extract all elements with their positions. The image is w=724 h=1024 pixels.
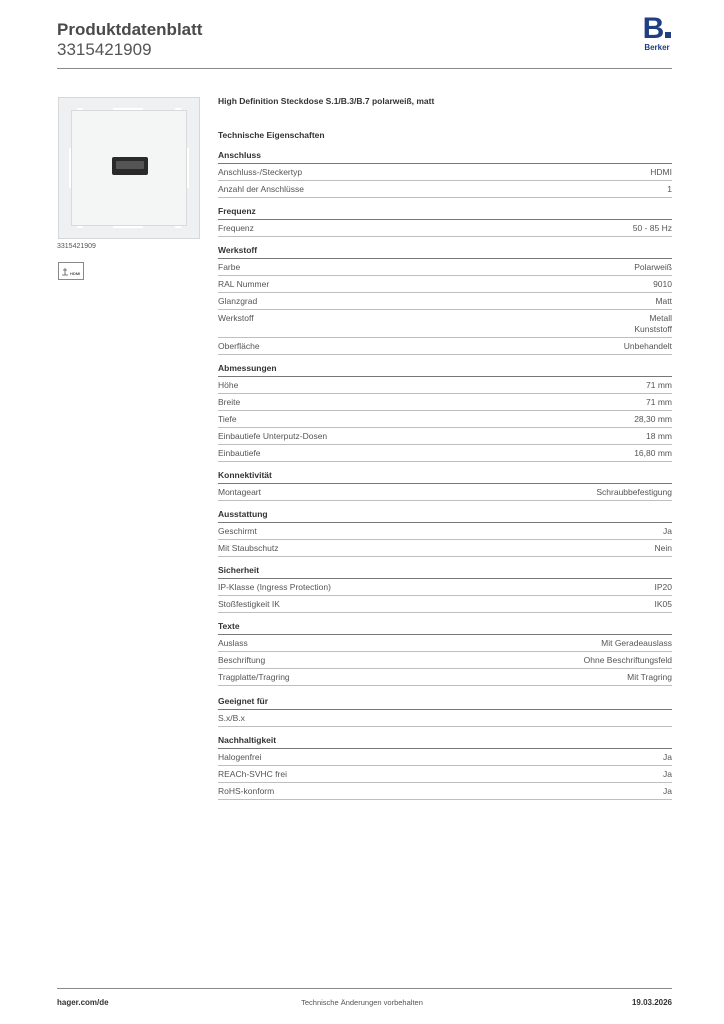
spec-value (663, 769, 672, 780)
properties-heading: Technische Eigenschaften (218, 130, 325, 140)
spec-label: Glanzgrad (218, 296, 258, 306)
spec-value (663, 752, 672, 763)
spec-label: Halogenfrei (218, 752, 262, 762)
spec-label: Beschriftung (218, 655, 266, 665)
spec-row (218, 181, 672, 198)
spec-value (650, 167, 672, 178)
logo-letter: B (640, 16, 674, 42)
spec-row (218, 445, 672, 462)
spec-row (218, 596, 672, 613)
spec-value-line: Kunststoff (634, 324, 672, 334)
spec-label: Tragplatte/Tragring (218, 672, 290, 682)
section-title: Frequenz (218, 206, 672, 220)
spec-row (218, 220, 672, 237)
spec-value-line: 28,30 mm (634, 414, 672, 424)
spec-section (218, 150, 672, 198)
spec-value (653, 279, 672, 290)
footer-disclaimer: Technische Änderungen vorbehalten (301, 998, 423, 1007)
spec-value (655, 599, 673, 610)
spec-row (218, 293, 672, 310)
article-number: 3315421909 (57, 40, 152, 59)
footer-website-link[interactable]: hager.com/de (57, 998, 109, 1007)
spec-value-line: 16,80 mm (634, 448, 672, 458)
spec-row (218, 710, 672, 727)
spec-label: Farbe (218, 262, 241, 272)
spec-value-line: 71 mm (646, 380, 672, 390)
spec-value-line: Mit Geradeauslass (601, 638, 672, 648)
spec-row (218, 377, 672, 394)
spec-value-line: Unbehandelt (623, 341, 672, 351)
page-title: Produktdatenblatt (57, 20, 203, 39)
spec-value-line: IP20 (654, 582, 672, 592)
footer-divider (57, 988, 672, 989)
spec-value-line: 1 (667, 184, 672, 194)
spec-value (627, 672, 672, 683)
spec-value (633, 223, 672, 234)
spec-value-line: 50 - 85 Hz (632, 223, 672, 233)
spec-value (634, 313, 672, 335)
spec-label: Höhe (218, 380, 239, 390)
spec-content (218, 96, 672, 808)
section-title: Texte (218, 621, 672, 635)
spec-label: REACh-SVHC frei (218, 769, 287, 779)
spec-label: IP-Klasse (Ingress Protection) (218, 582, 331, 592)
section-title: Geeignet für (218, 696, 672, 710)
spec-value (655, 543, 672, 554)
spec-value-line: Polarweiß (634, 262, 672, 272)
spec-value (596, 487, 672, 498)
svg-text:HDMI: HDMI (70, 271, 81, 276)
spec-value (655, 296, 672, 307)
section-title: Sicherheit (218, 565, 672, 579)
spec-label: Anschluss-/Steckertyp (218, 167, 303, 177)
spec-value-line: Ja (663, 769, 672, 779)
spec-value (646, 397, 672, 408)
section-title: Nachhaltigkeit (218, 735, 672, 749)
header-divider (57, 68, 672, 69)
spec-row (218, 411, 672, 428)
spec-label: Oberfläche (218, 341, 260, 351)
spec-row (218, 338, 672, 355)
spec-row (218, 276, 672, 293)
spec-section (218, 621, 672, 686)
spec-value-line: Mit Tragring (627, 672, 672, 682)
spec-label: Mit Staubschutz (218, 543, 279, 553)
spec-row (218, 259, 672, 276)
spec-label: Einbautiefe (218, 448, 261, 458)
logo-text: Berker (644, 43, 670, 52)
spec-row (218, 783, 672, 800)
spec-value (584, 655, 672, 666)
spec-row (218, 540, 672, 557)
spec-value-line: 9010 (653, 279, 672, 289)
hdmi-symbol-icon (58, 262, 84, 280)
spec-value (601, 638, 672, 649)
spec-value (624, 341, 672, 352)
spec-value-line: Ja (663, 786, 672, 796)
hdmi-port-icon (112, 157, 148, 175)
brand-logo[interactable] (640, 12, 674, 52)
section-title: Abmessungen (218, 363, 672, 377)
spec-section (218, 565, 672, 613)
spec-row (218, 635, 672, 652)
spec-label: Einbautiefe Unterputz-Dosen (218, 431, 328, 441)
spec-value (634, 414, 672, 425)
spec-row (218, 484, 672, 501)
section-title: Anschluss (218, 150, 672, 164)
spec-label: Tiefe (218, 414, 237, 424)
spec-value-line: Schraubbefestigung (596, 487, 672, 497)
spec-value (634, 262, 672, 273)
spec-label: Werkstoff (218, 313, 254, 323)
spec-label: Anzahl der Anschlüsse (218, 184, 304, 194)
spec-section (218, 363, 672, 462)
spec-label: Frequenz (218, 223, 254, 233)
spec-value-line: Matt (655, 296, 672, 306)
spec-value-line: IK05 (654, 599, 672, 609)
spec-value-line: 18 mm (646, 431, 672, 441)
spec-value (663, 786, 672, 797)
cover-plate (71, 110, 187, 226)
spec-row (218, 669, 672, 686)
spec-value-line: Ohne Beschriftungsfeld (583, 655, 672, 665)
spec-value (634, 448, 672, 459)
product-name: High Definition Steckdose S.1/B.3/B.7 polarweiß, matt (218, 96, 435, 106)
spec-row (218, 164, 672, 181)
spec-row (218, 766, 672, 783)
spec-row (218, 428, 672, 445)
spec-value (667, 184, 672, 195)
spec-label: RAL Nummer (218, 279, 270, 289)
spec-section (218, 735, 672, 800)
spec-section (218, 206, 672, 237)
spec-value (663, 526, 672, 537)
product-image (58, 97, 200, 239)
spec-label: Stoßfestigkeit IK (218, 599, 280, 609)
spec-value (646, 380, 672, 391)
spec-label: Auslass (218, 638, 248, 648)
spec-section (218, 509, 672, 557)
spec-label: Geschirmt (218, 526, 257, 536)
spec-label: RoHS-konform (218, 786, 275, 796)
spec-value (655, 582, 673, 593)
spec-sections (218, 150, 672, 800)
spec-label: S.x/B.x (218, 713, 245, 723)
spec-value-line: Ja (663, 752, 672, 762)
spec-section (218, 470, 672, 501)
spec-section (218, 696, 672, 727)
section-title: Konnektivität (218, 470, 672, 484)
footer-date: 19.03.2026 (631, 998, 672, 1007)
spec-label: Breite (218, 397, 241, 407)
spec-value-line: 71 mm (646, 397, 672, 407)
spec-section (218, 245, 672, 355)
spec-value-line: Ja (663, 526, 672, 536)
spec-row (218, 652, 672, 669)
spec-value (646, 431, 672, 442)
spec-label: Montageart (218, 487, 261, 497)
spec-row (218, 749, 672, 766)
spec-row (218, 394, 672, 411)
section-title: Ausstattung (218, 509, 672, 523)
spec-row (218, 523, 672, 540)
spec-value-line: Metall (649, 313, 672, 323)
spec-row (218, 310, 672, 338)
spec-value-line: HDMI (650, 167, 672, 177)
spec-row (218, 579, 672, 596)
spec-value-line: Nein (654, 543, 672, 553)
section-title: Werkstoff (218, 245, 672, 259)
image-caption: 3315421909 (57, 243, 96, 250)
